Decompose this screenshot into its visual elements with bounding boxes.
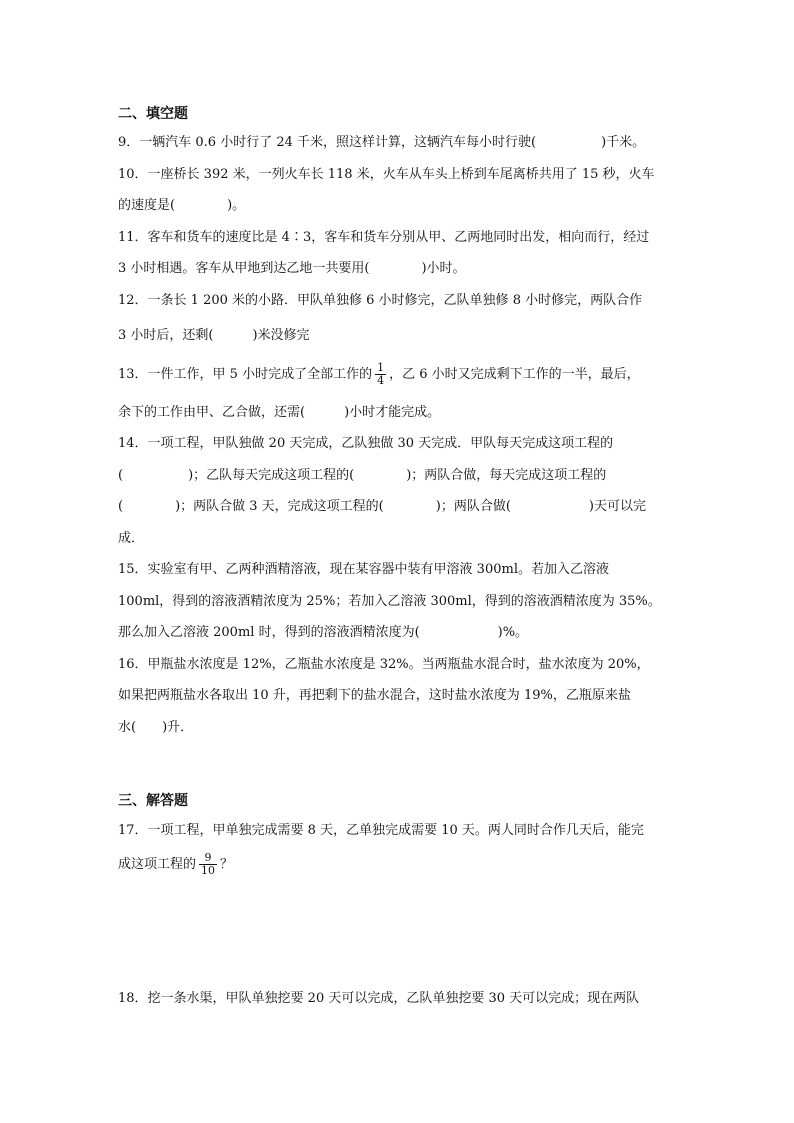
question-16-line-1: 16．甲瓶盐水浓度是 12%，乙瓶盐水浓度是 32%。当两瓶盐水混合时，盐水浓度为 20%， [118,657,650,672]
question-11-line-1: 11．客车和货车的速度比是 4∶3，客车和货车分别从甲、乙两地同时出发，相向而行，经过 [118,230,650,245]
question-17-text-b: ？ [220,857,234,872]
question-14-line-2: ( )；乙队每天完成这项工程的( )；两队合做，每天完成这项工程的 [118,468,607,483]
question-13-line-1 [118,362,640,387]
question-13-line-2: 余下的工作由甲、乙合做，还需( )小时才能完成。 [118,405,441,420]
fraction-numerator: 1 [377,361,385,374]
question-14-line-3: ( )；两队合做 3 天，完成这项工程的( )；两队合做( )天可以完 [118,499,646,514]
fraction-nine-tenths [199,852,217,877]
question-15-line-3: 那么加入乙溶液 200ml 时，得到的溶液酒精浓度为( )%。 [118,625,529,640]
question-11-line-2: 3 小时相遇。客车从甲地到达乙地一共要用( )小时。 [118,261,466,276]
question-15-line-2: 100ml，得到的溶液酒精浓度为 25%；若加入乙溶液 300ml，得到的溶液酒精浓度为 35%。 [118,594,661,609]
question-13-text-b: ，乙 6 小时又完成剩下工作的一半，最后， [389,367,640,382]
section-heading-answer: 三、解答题 [118,793,188,809]
question-10-line-1: 10．一座桥长 392 米，一列火车长 118 米，火车从车头上桥到车尾离桥共用了 15 秒，火车 [118,167,655,182]
fraction-one-quarter [375,362,386,387]
question-10-line-2: 的速度是( )。 [118,198,246,213]
question-18-line-1: 18．挖一条水渠，甲队单独挖要 20 天可以完成，乙队单独挖要 30 天可以完成；现在两队 [118,991,640,1006]
question-17-line-1: 17．一项工程，甲单独完成需要 8 天，乙单独完成需要 10 天。两人同时合作几天后，能完 [118,823,644,838]
question-9: 9．一辆汽车 0.6 小时行了 24 千米，照这样计算，这辆汽车每小时行驶( )千米。 [118,135,646,150]
question-12-line-2: 3 小时后，还剩( )米没修完 [118,328,310,343]
fraction-numerator: 9 [199,852,217,865]
question-12-line-1: 12．一条长 1 200 米的小路．甲队单独修 6 小时修完，乙队单独修 8 小时修完，两队合作 [118,293,643,308]
fraction-denominator: 4 [377,374,385,387]
question-14-line-1: 14．一项工程，甲队独做 20 天完成，乙队独做 30 天完成．甲队每天完成这项工程的 [118,436,614,451]
question-16-line-3: 水( )升． [118,720,194,735]
question-13-text-a: 13．一件工作，甲 5 小时完成了全部工作的 [118,367,373,382]
question-14-line-4: 成． [118,531,145,546]
question-17-line-2 [118,852,233,877]
question-16-line-2: 如果把两瓶盐水各取出 10 升，再把剩下的盐水混合，这时盐水浓度为 19%，乙瓶原来盐 [118,688,631,703]
question-15-line-1: 15．实验室有甲、乙两种酒精溶液，现在某容器中装有甲溶液 300ml。若加入乙溶液 [118,562,609,577]
section-heading-fill-in: 二、填空题 [118,106,188,122]
fraction-denominator: 10 [201,864,216,877]
question-17-text-a: 成这项工程的 [118,857,197,872]
